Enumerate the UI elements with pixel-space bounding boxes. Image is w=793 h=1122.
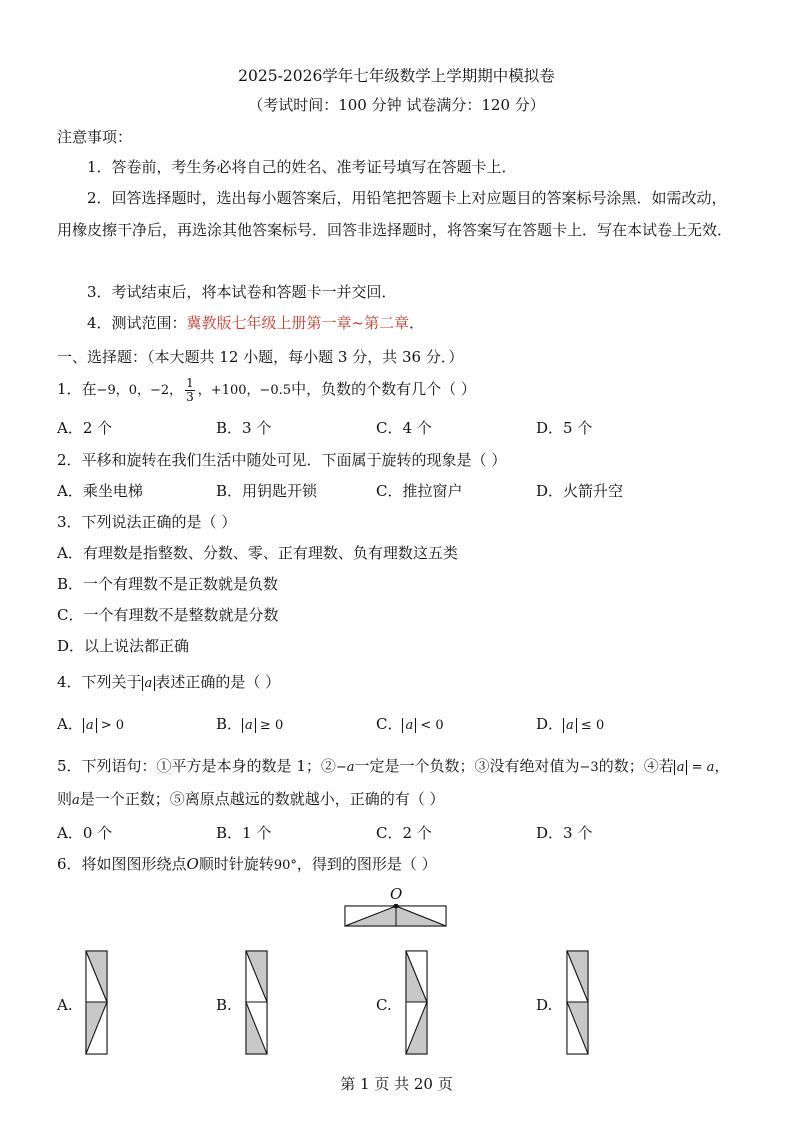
- exam-info: （考试时间：100 分钟 试卷满分：120 分）: [248, 96, 545, 114]
- q4-option-d-letter: D．: [536, 715, 564, 733]
- q1-option-a[interactable]: A．2 个: [57, 419, 113, 437]
- q6-option-d-figure[interactable]: [566, 950, 590, 1056]
- q4-suffix: 表述正确的是（ ）: [155, 673, 281, 691]
- q5-option-b[interactable]: B．1 个: [216, 824, 272, 842]
- q6-original-figure: [344, 904, 448, 928]
- q6-option-d-label[interactable]: D.: [536, 996, 553, 1014]
- q6-prefix: 6．将如图图形绕点: [57, 855, 187, 873]
- q5-text-5: 是一个正数；⑤离原点越远的数就越小，正确的有（ ）: [79, 790, 445, 808]
- q3-option-b[interactable]: B．一个有理数不是正数就是负数: [57, 575, 279, 593]
- question-4-stem: [57, 671, 280, 692]
- q5-text-4: 则: [57, 790, 73, 808]
- question-3-stem: 3．下列说法正确的是（ ）: [57, 513, 237, 531]
- section-heading: 一、选择题：（本大题共 12 小题，每小题 3 分，共 36 分．）: [57, 348, 464, 366]
- q3-option-a[interactable]: A．有理数是指整数、分数、零、正有理数、负有理数这五类: [57, 544, 458, 562]
- q5-options: [57, 822, 747, 844]
- q4-option-c-rel: < 0: [416, 718, 444, 733]
- q5-neg-3: −3: [579, 760, 599, 775]
- q5-var-a-2: a: [72, 793, 80, 808]
- q5-abs-a: a: [674, 760, 688, 775]
- notice-item-4-suffix: ．: [409, 314, 425, 332]
- q5-option-d[interactable]: D．3 个: [536, 824, 593, 842]
- q4-options: [57, 713, 747, 735]
- q4-option-b-letter: B．: [216, 715, 243, 733]
- q1-nums-b: ，+100，−0.5: [197, 383, 292, 398]
- notice-item-4: [57, 308, 741, 340]
- q1-fraction: [185, 377, 195, 404]
- q2-option-d[interactable]: D．火箭升空: [536, 482, 624, 500]
- q4-option-d-abs: a: [563, 718, 577, 733]
- q1-option-b[interactable]: B．3 个: [216, 419, 272, 437]
- question-6-stem: [57, 853, 437, 874]
- q3-option-d[interactable]: D．以上说法都正确: [57, 637, 190, 655]
- page-title: 2025-2026学年七年级数学上学期期中模拟卷: [238, 67, 555, 85]
- q5-option-a[interactable]: A．0 个: [57, 824, 113, 842]
- q1-options: [57, 417, 747, 439]
- q6-suffix: ，得到的图形是（ ）: [296, 855, 437, 873]
- q5-text-1: 5．下列语句：①平方是本身的数是 1；②: [57, 757, 336, 775]
- q5-equals: =: [687, 760, 707, 775]
- question-5-line-2: [57, 788, 445, 809]
- q5-var-a: a: [706, 760, 715, 775]
- q5-neg-a: −a: [335, 760, 355, 775]
- q4-prefix: 4．下列关于: [57, 673, 142, 691]
- question-2-stem: 2．平移和旋转在我们生活中随处可见．下面属于旋转的现象是（ ）: [57, 451, 507, 469]
- q6-option-c-label[interactable]: C.: [376, 996, 392, 1014]
- q2-option-c[interactable]: C．推拉窗户: [376, 482, 463, 500]
- q4-option-b-abs: a: [242, 718, 256, 733]
- q4-option-c[interactable]: [376, 713, 444, 734]
- q4-option-c-abs: a: [402, 718, 416, 733]
- q4-option-d[interactable]: [536, 713, 604, 734]
- q2-option-a[interactable]: A．乘坐电梯: [57, 482, 143, 500]
- q6-angle: 90°: [273, 858, 297, 873]
- q2-option-b[interactable]: B．用钥匙开锁: [216, 482, 318, 500]
- q6-option-a-label[interactable]: A.: [57, 996, 73, 1014]
- q6-option-b-label[interactable]: B.: [216, 996, 232, 1014]
- q5-option-c[interactable]: C．2 个: [376, 824, 432, 842]
- q1-prefix: 1．在: [57, 380, 97, 398]
- q4-option-c-letter: C．: [376, 715, 403, 733]
- q2-options: [57, 480, 747, 502]
- q6-option-b-figure[interactable]: [245, 950, 269, 1056]
- q3-option-c[interactable]: C．一个有理数不是整数就是分数: [57, 606, 279, 624]
- q4-option-a[interactable]: [57, 713, 124, 734]
- q5-text-2: 一定是一个负数；③没有绝对值为: [354, 757, 580, 775]
- q4-abs-a: a: [142, 676, 156, 691]
- q1-option-c[interactable]: C．4 个: [376, 419, 432, 437]
- notice-heading: 注意事项：: [57, 128, 133, 146]
- q4-option-a-abs: a: [83, 718, 97, 733]
- question-5-line-1: [57, 755, 729, 776]
- q4-option-b-rel: ≥ 0: [255, 718, 284, 733]
- q4-option-d-rel: ≤ 0: [576, 718, 605, 733]
- notice-item-2: 2．回答选择题时，选出每小题答案后，用铅笔把答题卡上对应题目的答案标号涂黑．如需改动，用橡皮擦干净后，再选涂其他答案标号．回答非选择题时，将答案写在答题卡上．写在本试卷上无效．: [57, 189, 733, 239]
- test-scope: 冀教版七年级上册第一章~第二章: [186, 314, 410, 332]
- q1-frac-num: 1: [186, 375, 194, 390]
- q6-point: O: [186, 855, 199, 873]
- q1-suffix: 中，负数的个数有几个（ ）: [291, 380, 476, 398]
- q6-figure-label-o: O: [390, 885, 403, 903]
- q1-frac-den: 3: [186, 389, 194, 404]
- notice-item-4-prefix: 4．测试范围：: [87, 314, 187, 332]
- q1-nums-a: −9，0，−2，: [96, 383, 183, 398]
- q5-text-3: 的数；④若: [598, 757, 674, 775]
- q6-option-c-figure[interactable]: [405, 950, 429, 1056]
- question-1-stem: [57, 375, 476, 405]
- notice-item-1: 1．答卷前，考生务必将自己的姓名、准考证号填写在答题卡上．: [87, 158, 517, 176]
- q1-option-d[interactable]: D．5 个: [536, 419, 593, 437]
- notice-item-3: 3．考试结束后，将本试卷和答题卡一并交回．: [87, 283, 397, 301]
- q4-option-a-letter: A．: [57, 715, 83, 733]
- q4-option-a-rel: > 0: [96, 718, 125, 733]
- page-footer: 第 1 页 共 20 页: [340, 1075, 453, 1093]
- q5-comma: ，: [714, 757, 730, 775]
- q4-option-b[interactable]: [216, 713, 283, 734]
- q6-mid: 顺时针旋转: [198, 855, 274, 873]
- q6-option-a-figure[interactable]: [85, 950, 109, 1056]
